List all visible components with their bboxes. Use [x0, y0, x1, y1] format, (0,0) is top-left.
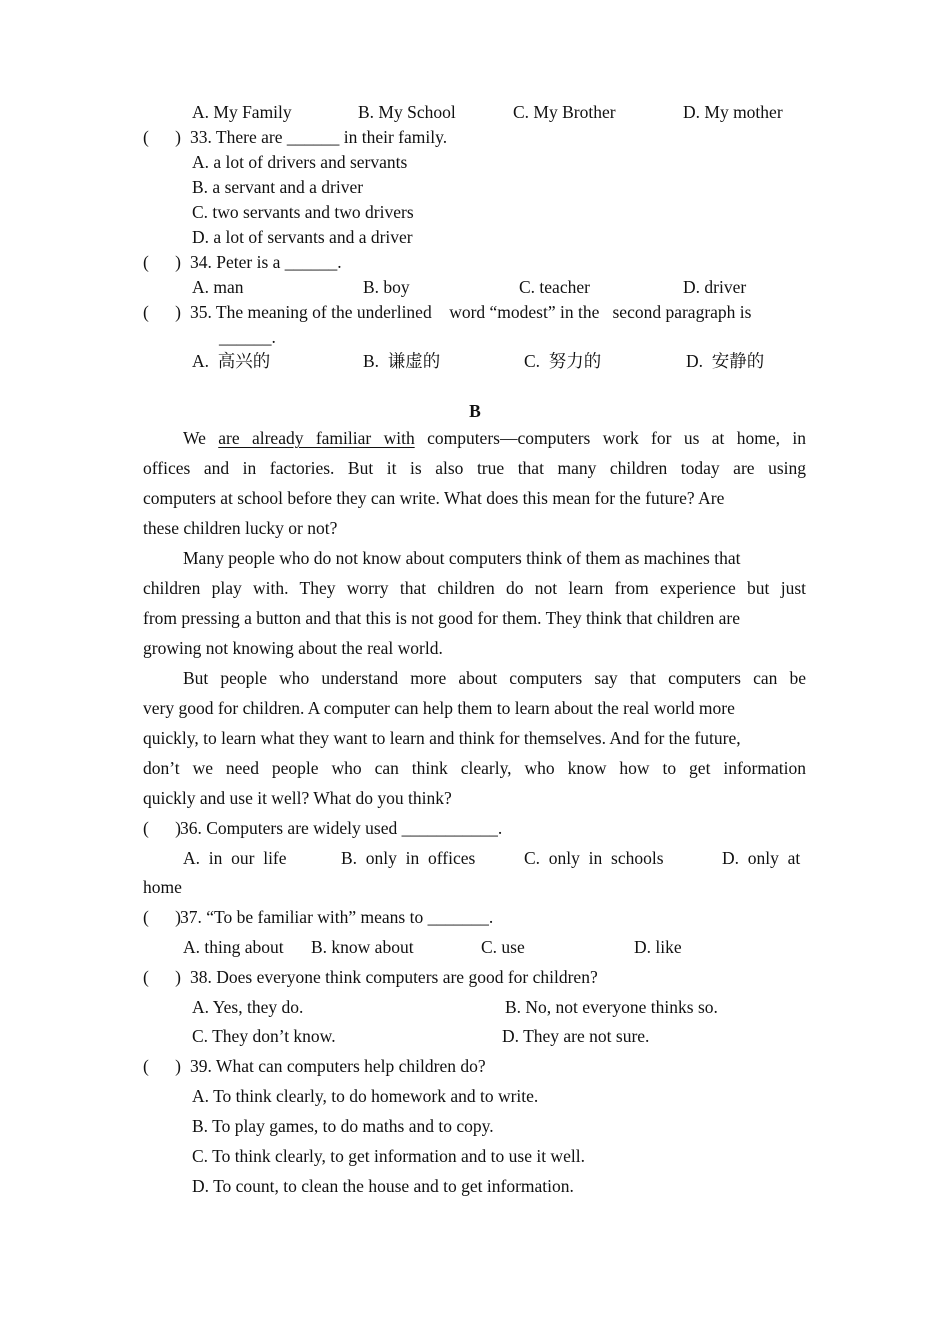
q38-answer-blank: ( ) [143, 967, 181, 987]
q36-option-a: A. in our life [183, 848, 287, 868]
q35-option-b: B. 谦虚的 [363, 351, 441, 371]
q35-option-d: D. 安静的 [686, 351, 765, 371]
q33-answer-blank: ( ) [143, 127, 181, 147]
q35-stem: 35. The meaning of the underlined word “modest” in the second paragraph is [190, 302, 752, 322]
q34-option-d: D. driver [683, 277, 747, 297]
q36-stem: 36. Computers are widely used ___________. [180, 818, 503, 838]
q38-option-a: A. Yes, they do. [192, 997, 304, 1017]
q33-option-d: D. a lot of servants and a driver [192, 227, 413, 247]
passage-p2-line2: children play with. They worry that children do not learn from experience but just [143, 578, 806, 598]
q36-answer-blank: ( ) [143, 818, 181, 838]
q39-option-d: D. To count, to clean the house and to get information. [192, 1176, 574, 1196]
passage-p2-line3: from pressing a button and that this is not good for them. They think that children are [143, 608, 740, 628]
passage-p1-line1 [183, 428, 806, 448]
q35-answer-blank: ( ) [143, 302, 181, 322]
passage-p1-line1-post: computers—computers work for us at home, in [414, 428, 806, 448]
passage-underlined-phrase: are already familiar with [218, 428, 415, 448]
passage-p1-line1-pre: We [183, 428, 219, 448]
q39-option-b: B. To play games, to do maths and to copy. [192, 1116, 494, 1136]
q32-option-c: C. My Brother [513, 102, 616, 122]
q32-option-d: D. My mother [683, 102, 783, 122]
q34-stem: 34. Peter is a ______. [190, 252, 342, 272]
passage-p2-line1: Many people who do not know about computers think of them as machines that [183, 548, 741, 568]
q37-option-a: A. thing about [183, 937, 284, 957]
q33-stem: 33. There are ______ in their family. [190, 127, 448, 147]
q33-option-c: C. two servants and two drivers [192, 202, 414, 222]
q37-option-c: C. use [481, 937, 525, 957]
q38-option-b: B. No, not everyone thinks so. [505, 997, 718, 1017]
q35-option-c: C. 努力的 [524, 351, 602, 371]
q39-answer-blank: ( ) [143, 1056, 181, 1076]
q39-stem: 39. What can computers help children do? [190, 1056, 486, 1076]
q37-option-d: D. like [634, 937, 682, 957]
passage-p3-line1: But people who understand more about computers say that computers can be [183, 668, 806, 688]
passage-p1-line4: these children lucky or not? [143, 518, 338, 538]
q35-option-a: A. 高兴的 [192, 351, 271, 371]
passage-p2-line4: growing not knowing about the real world. [143, 638, 443, 658]
passage-p3-line4: don’t we need people who can think clearly, who know how to get information [143, 758, 806, 778]
q35-stem-continued: ______. [219, 327, 276, 347]
q38-option-c: C. They don’t know. [192, 1026, 336, 1046]
q36-option-d: D. only at [722, 848, 801, 868]
q37-answer-blank: ( ) [143, 907, 181, 927]
q39-option-c: C. To think clearly, to get information and to use it well. [192, 1146, 585, 1166]
passage-p3-line5: quickly and use it well? What do you think? [143, 788, 452, 808]
q36-option-c: C. only in schools [524, 848, 664, 868]
q38-stem: 38. Does everyone think computers are good for children? [190, 967, 598, 987]
q34-option-b: B. boy [363, 277, 410, 297]
q37-stem: 37. “To be familiar with” means to _______. [180, 907, 494, 927]
passage-p1-line2: offices and in factories. But it is also true that many children today are using [143, 458, 806, 478]
q36-option-b: B. only in offices [341, 848, 476, 868]
passage-p3-line3: quickly, to learn what they want to learn and think for themselves. And for the future, [143, 728, 741, 748]
q33-option-a: A. a lot of drivers and servants [192, 152, 408, 172]
q34-option-c: C. teacher [519, 277, 590, 297]
section-heading: B [469, 401, 481, 421]
q36-option-d-continued: home [143, 877, 182, 897]
q34-option-a: A. man [192, 277, 244, 297]
passage-p1-line3: computers at school before they can write. What does this mean for the future? Are [143, 488, 725, 508]
q34-answer-blank: ( ) [143, 252, 181, 272]
q32-option-a: A. My Family [192, 102, 292, 122]
q32-option-b: B. My School [358, 102, 456, 122]
passage-p3-line2: very good for children. A computer can help them to learn about the real world more [143, 698, 735, 718]
q39-option-a: A. To think clearly, to do homework and to write. [192, 1086, 539, 1106]
q37-option-b: B. know about [311, 937, 414, 957]
q33-option-b: B. a servant and a driver [192, 177, 364, 197]
q38-option-d: D. They are not sure. [502, 1026, 650, 1046]
